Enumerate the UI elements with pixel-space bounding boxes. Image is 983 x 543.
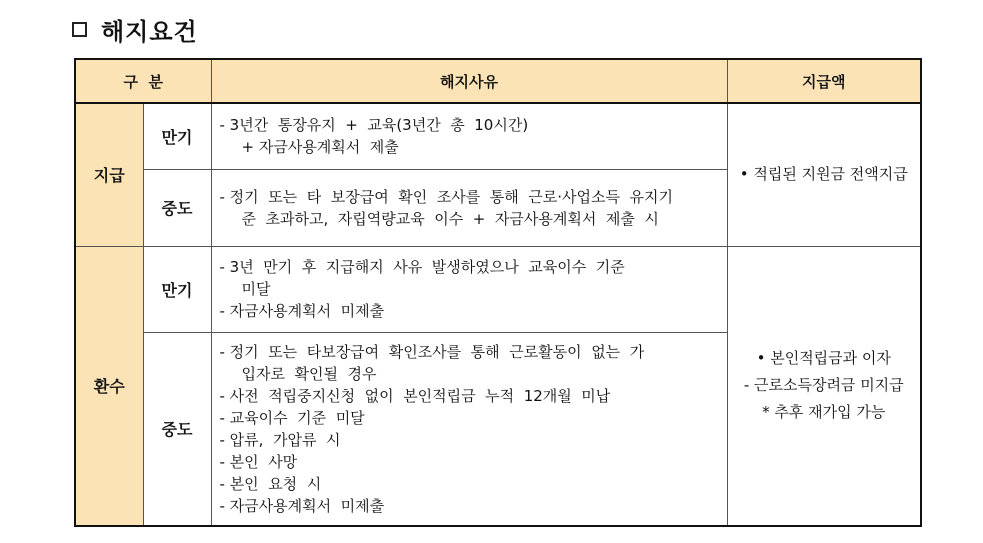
payment-line: • 적립된 지원금 전액지급	[739, 165, 908, 184]
checkbox-square-icon	[72, 22, 87, 37]
header-payment: 지급액	[727, 59, 921, 103]
reason-cell	[211, 103, 727, 169]
subcategory-cell: 중도	[143, 169, 211, 246]
payment-line: * 추후 재가입 가능	[762, 403, 886, 422]
reason-line: - 정기 또는 타 보장급여 확인 조사를 통해 근로·사업소득 유지기	[219, 187, 673, 206]
category-cell: 환수	[75, 246, 143, 526]
reason-cell	[211, 169, 727, 246]
payment-cell	[727, 246, 921, 526]
reason-line: - 사전 적립중지신청 없이 본인적립금 누적 12개월 미납	[219, 386, 611, 405]
termination-requirements-table	[74, 58, 922, 527]
table-header-row	[75, 59, 921, 103]
reason-line: - 본인 요청 시	[219, 474, 322, 493]
reason-line: - 교육이수 기준 미달	[219, 408, 365, 427]
subcategory-cell: 만기	[143, 246, 211, 332]
reason-line: - 본인 사망	[219, 452, 298, 471]
payment-line: • 본인적립금과 이자	[756, 349, 891, 368]
reason-line: - 자금사용계획서 미제출	[219, 302, 385, 320]
reason-line: + 자금사용계획서 제출	[241, 138, 399, 157]
reason-cell	[211, 246, 727, 332]
reason-line: 입자로 확인될 경우	[241, 364, 377, 383]
reason-line: - 3년 만기 후 지급해지 사유 발생하였으나 교육이수 기준	[219, 258, 625, 276]
reason-line: 미달	[241, 280, 271, 298]
subcategory-cell: 만기	[143, 103, 211, 169]
header-reason: 해지사유	[211, 59, 727, 103]
payment-cell	[727, 103, 921, 246]
reason-line: 준 초과하고, 자립역량교육 이수 + 자금사용계획서 제출 시	[241, 209, 659, 228]
reason-cell	[211, 332, 727, 526]
subcategory-cell: 중도	[143, 332, 211, 526]
reason-line: - 압류, 가압류 시	[219, 430, 341, 449]
header-category: 구 분	[75, 59, 211, 103]
reason-line: - 자금사용계획서 미제출	[219, 496, 385, 515]
reason-line: - 3년간 통장유지 + 교육(3년간 총 10시간)	[219, 116, 529, 135]
table-row	[75, 246, 921, 332]
payment-line: - 근로소득장려금 미지급	[743, 376, 904, 395]
reason-line: - 정기 또는 타보장급여 확인조사를 통해 근로활동이 없는 가	[219, 342, 645, 361]
section-heading	[72, 14, 198, 44]
table-row	[75, 103, 921, 169]
category-cell: 지급	[75, 103, 143, 246]
section-title: 해지요건	[101, 17, 198, 46]
